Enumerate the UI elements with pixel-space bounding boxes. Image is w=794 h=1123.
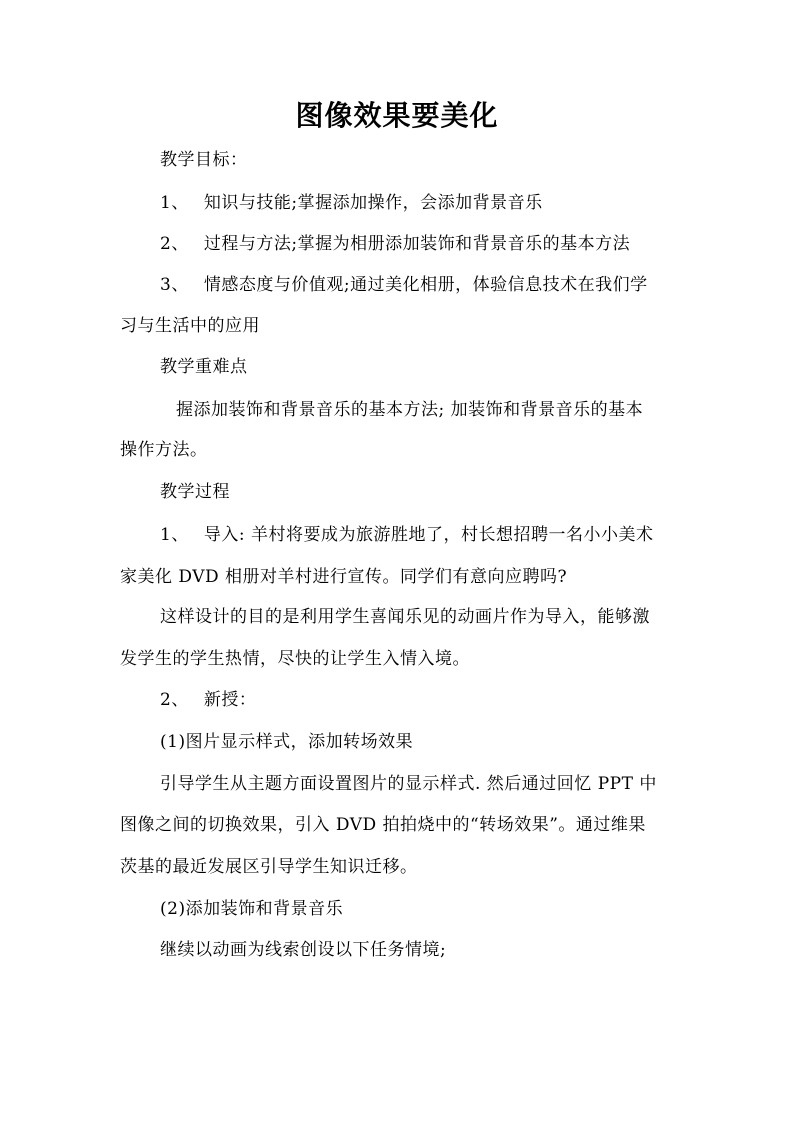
document-title: 图像效果要美化 bbox=[295, 99, 499, 132]
objectives-heading: 教学目标： bbox=[160, 150, 248, 170]
sub-section-2-heading: (2)添加装饰和背景音乐 bbox=[160, 899, 344, 919]
step-2 bbox=[160, 688, 256, 712]
objective-text: 过程与方法;掌握为相册添加装饰和背景音乐的基本方法 bbox=[203, 234, 631, 254]
step-number: 1、 bbox=[160, 525, 189, 545]
sub-section-1-line-1: 引导学生从主题方面设置图片的显示样式. 然后通过回忆 PPT 中 bbox=[160, 774, 657, 794]
objective-item-1 bbox=[160, 191, 543, 215]
sub-section-1-heading: (1)图片显示样式，添加转场效果 bbox=[160, 732, 414, 752]
key-points-line-1: 握添加装饰和背景音乐的基本方法; 加装饰和背景音乐的基本 bbox=[176, 400, 644, 420]
objective-item-3-continuation: 习与生活中的应用 bbox=[120, 316, 260, 336]
objective-number: 1、 bbox=[160, 193, 189, 213]
sub-section-1-line-2: 图像之间的切换效果，引入 DVD 拍拍烧中的“转场效果”。通过维果 bbox=[120, 815, 646, 835]
objective-item-3 bbox=[160, 273, 648, 297]
step-number: 2、 bbox=[160, 690, 189, 710]
step-text: 导入: 羊村将要成为旅游胜地了，村长想招聘一名小小美术 bbox=[203, 525, 654, 545]
step-1-continuation: 家美化 DVD 相册对羊村进行宣传。同学们有意向应聘吗? bbox=[120, 567, 568, 587]
sub-section-1-line-3: 茨基的最近发展区引导学生知识迁移。 bbox=[120, 857, 418, 877]
design-note-line-2: 发学生的学生热情，尽快的让学生入情入境。 bbox=[120, 649, 470, 669]
key-points-heading: 教学重难点 bbox=[160, 357, 248, 377]
objective-number: 2、 bbox=[160, 234, 189, 254]
objective-number: 3、 bbox=[160, 275, 189, 295]
process-heading: 教学过程 bbox=[160, 482, 230, 502]
step-1 bbox=[160, 523, 654, 547]
sub-section-2-line-1: 继续以动画为线索创设以下任务情境; bbox=[160, 940, 447, 960]
step-text: 新授： bbox=[203, 690, 257, 710]
objective-item-2 bbox=[160, 232, 630, 256]
objective-text: 知识与技能;掌握添加操作，会添加背景音乐 bbox=[203, 193, 543, 213]
objective-text: 情感态度与价值观;通过美化相册，体验信息技术在我们学 bbox=[203, 275, 648, 295]
key-points-line-2: 操作方法。 bbox=[120, 440, 208, 460]
design-note-line-1: 这样设计的目的是利用学生喜闻乐见的动画片作为导入，能够激 bbox=[160, 607, 650, 627]
